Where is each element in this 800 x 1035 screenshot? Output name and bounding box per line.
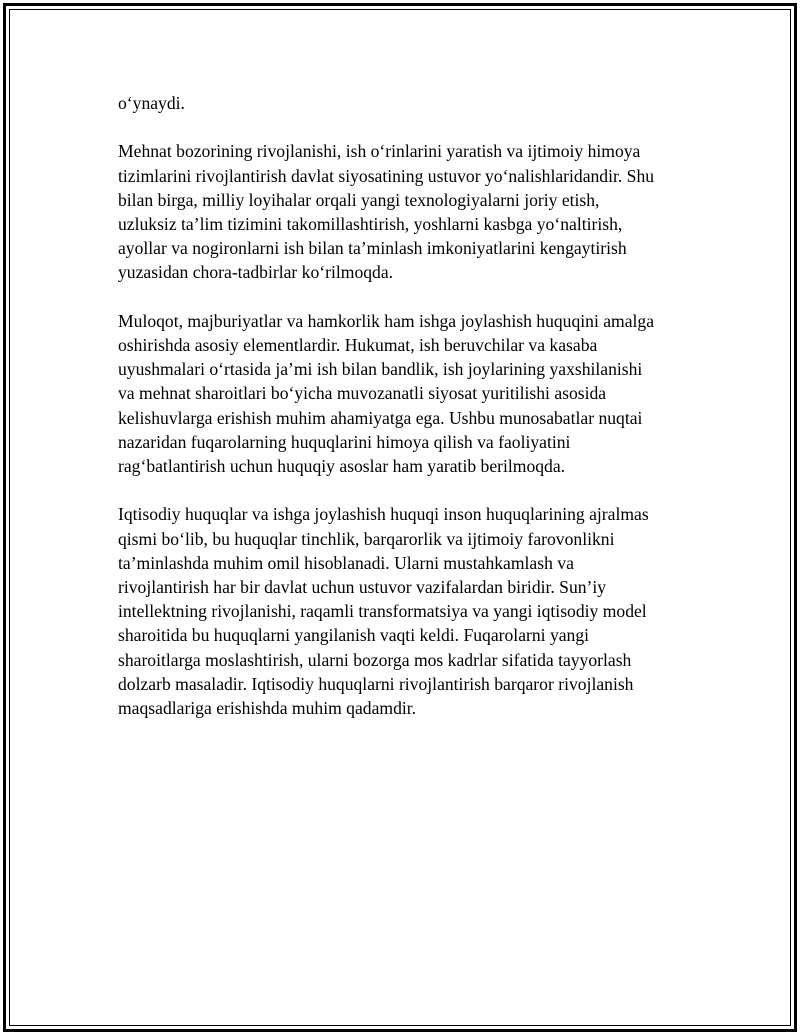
text-line: rivojlantirish har bir davlat uchun ustuvor vazifalardan biridir. Sun’iy: [118, 577, 607, 598]
text-line: ta’minlashda muhim omil hisoblanadi. Ularni mustahkamlash va: [118, 552, 574, 573]
text-line: oshirishda asosiy elementlardir. Hukumat, ish beruvchilar va kasaba: [118, 335, 598, 355]
text-line: tizimlarini rivojlantirish davlat siyosatining ustuvor yo‘nalishlaridandir. Shu: [118, 165, 655, 186]
text-line: Muloqot, majburiyatlar va hamkorlik ham ishga joylashish huquqini amalga: [118, 310, 655, 331]
text-line: Iqtisodiy huquqlar va ishga joylashish huquqi inson huquqlarining ajralmas: [118, 504, 649, 525]
text-line: o‘ynaydi.: [118, 93, 185, 113]
text-line: intellektning rivojlanishi, raqamli transformatsiya va yangi iqtisodiy model: [118, 601, 647, 622]
text-line: rag‘batlantirish uchun huquqiy asoslar ham yaratib berilmoqda.: [118, 456, 566, 477]
text-line: Mehnat bozorining rivojlanishi, ish o‘rinlarini yaratish va ijtimoiy himoya: [118, 141, 641, 162]
paragraph-3: [118, 309, 693, 478]
paragraph-2: [118, 139, 693, 284]
text-line: uzluksiz ta’lim tizimini takomillashtirish, yoshlarni kasbga yo‘naltirish,: [118, 214, 623, 234]
text-line: sharoitlarga moslashtirish, ularni bozorga mos kadrlar sifatida tayyorlash: [118, 649, 632, 670]
text-line: ayollar va nogironlarni ish bilan ta’minlash imkoniyatlarini kengaytirish: [118, 238, 627, 259]
text-line: yuzasidan chora-tadbirlar ko‘rilmoqda.: [118, 262, 394, 283]
paragraph-4: [118, 502, 693, 720]
document-body: [118, 91, 693, 744]
paragraph-1: [118, 91, 693, 115]
text-line: kelishuvlarga erishish muhim ahamiyatga ega. Ushbu munosabatlar nuqtai: [118, 407, 643, 428]
text-line: va mehnat sharoitlari bo‘yicha muvozanatli siyosat yuritilishi asosida: [118, 383, 607, 404]
text-line: sharoitida bu huquqlarni yangilanish vaqti keldi. Fuqarolarni yangi: [118, 625, 590, 646]
text-line: dolzarb masaladir. Iqtisodiy huquqlarni rivojlantirish barqaror rivojlanish: [118, 673, 634, 694]
text-line: qismi bo‘lib, bu huquqlar tinchlik, barqarorlik va ijtimoiy farovonlikni: [118, 528, 615, 549]
text-line: bilan birga, milliy loyihalar orqali yangi texnologiyalarni joriy etish,: [118, 189, 600, 210]
text-line: nazaridan fuqarolarning huquqlarini himoya qilish va faoliyatini: [118, 431, 571, 452]
text-line: maqsadlariga erishishda muhim qadamdir.: [118, 698, 417, 719]
text-line: uyushmalari o‘rtasida ja’mi ish bilan bandlik, ish joylarining yaxshilanishi: [118, 359, 643, 380]
